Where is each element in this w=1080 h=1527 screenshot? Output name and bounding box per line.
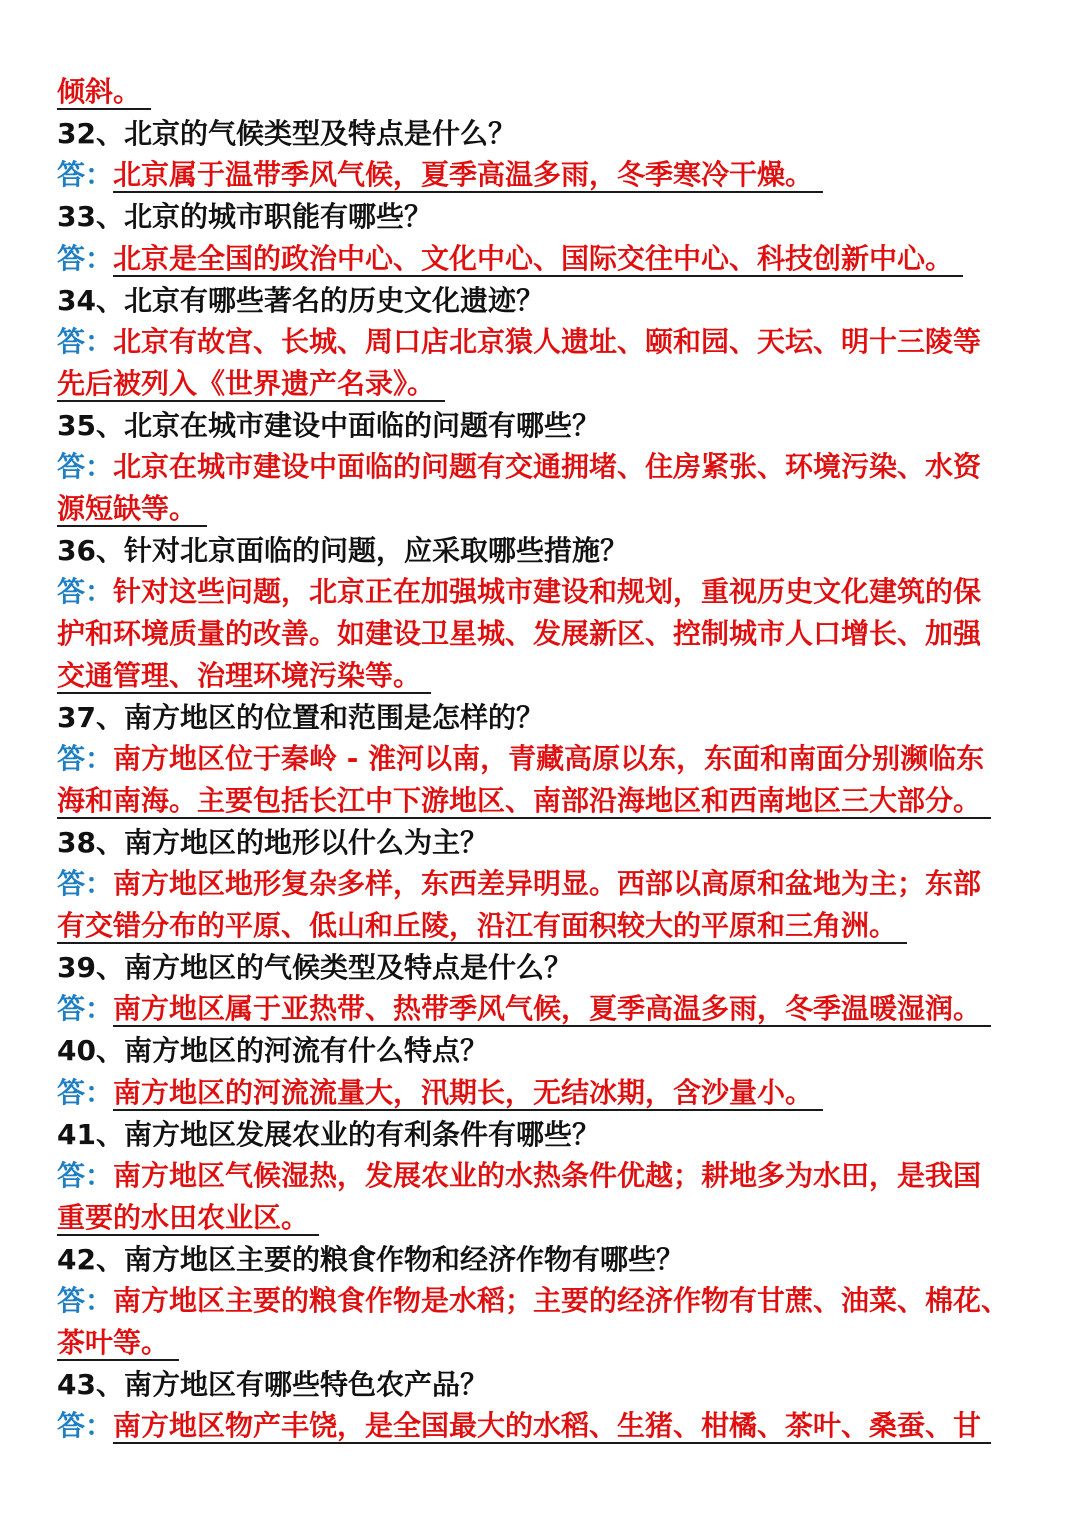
question-text: 41、南方地区发展农业的有利条件有哪些？ bbox=[57, 1118, 600, 1151]
answer-line bbox=[57, 1200, 319, 1236]
answer-line bbox=[57, 1075, 823, 1111]
answer-text: 茶叶等。 bbox=[57, 1326, 179, 1361]
question-line bbox=[57, 700, 544, 736]
answer-label: 答： bbox=[57, 575, 114, 608]
question-text: 36、针对北京面临的问题，应采取哪些措施？ bbox=[57, 534, 628, 567]
answer-text: 重要的水田农业区。 bbox=[57, 1201, 319, 1236]
question-text: 38、南方地区的地形以什么为主？ bbox=[57, 826, 488, 859]
answer-label: 答： bbox=[57, 242, 114, 275]
question-line bbox=[57, 1033, 488, 1069]
question-line bbox=[57, 1367, 488, 1403]
answer-line bbox=[57, 658, 431, 694]
answer-text: 交通管理、治理环境污染等。 bbox=[57, 659, 431, 694]
answer-line bbox=[57, 991, 991, 1027]
answer-text: 北京是全国的政治中心、文化中心、国际交往中心、科技创新中心。 bbox=[113, 242, 963, 277]
answer-line bbox=[57, 324, 1021, 360]
question-text: 32、北京的气候类型及特点是什么？ bbox=[57, 117, 516, 150]
question-text: 35、北京在城市建设中面临的问题有哪些？ bbox=[57, 409, 600, 442]
answer-text: 先后被列入《世界遗产名录》。 bbox=[57, 367, 445, 402]
question-text: 42、南方地区主要的粮食作物和经济作物有哪些？ bbox=[57, 1243, 684, 1276]
question-line bbox=[57, 408, 600, 444]
question-text: 33、北京的城市职能有哪些？ bbox=[57, 200, 432, 233]
question-text: 40、南方地区的河流有什么特点？ bbox=[57, 1034, 488, 1067]
answer-line bbox=[57, 783, 991, 819]
answer-text: 针对这些问题，北京正在加强城市建设和规划，重视历史文化建筑的保 bbox=[113, 574, 1021, 610]
answer-line bbox=[57, 908, 907, 944]
answer-line bbox=[57, 1158, 1021, 1194]
answer-label: 答： bbox=[57, 867, 114, 900]
answer-text: 北京在城市建设中面临的问题有交通拥堵、住房紧张、环境污染、水资 bbox=[113, 449, 1021, 485]
answer-text: 护和环境质量的改善。如建设卫星城、发展新区、控制城市人口增长、加强 bbox=[57, 616, 1023, 652]
answer-line bbox=[57, 491, 207, 527]
question-line bbox=[57, 199, 432, 235]
answer-line bbox=[57, 1283, 1021, 1319]
question-line bbox=[57, 116, 516, 152]
answer-line bbox=[57, 1325, 179, 1361]
answer-label: 答： bbox=[57, 158, 114, 191]
answer-text: 南方地区主要的粮食作物是水稻；主要的经济作物有甘蔗、油菜、棉花、 bbox=[113, 1283, 1021, 1319]
answer-line bbox=[57, 574, 1021, 610]
answer-label: 答： bbox=[57, 742, 114, 775]
answer-line bbox=[57, 866, 1021, 902]
question-line bbox=[57, 825, 488, 861]
answer-line bbox=[57, 449, 1021, 485]
question-line bbox=[57, 533, 628, 569]
answer-text: 南方地区的河流流量大，汛期长，无结冰期，含沙量小。 bbox=[113, 1076, 823, 1111]
answer-label: 答： bbox=[57, 992, 114, 1025]
question-line bbox=[57, 283, 544, 319]
question-text: 39、南方地区的气候类型及特点是什么？ bbox=[57, 951, 572, 984]
answer-text: 北京属于温带季风气候，夏季高温多雨，冬季寒冷干燥。 bbox=[113, 158, 823, 193]
answer-text: 有交错分布的平原、低山和丘陵，沿江有面积较大的平原和三角洲。 bbox=[57, 909, 907, 944]
answer-line bbox=[57, 157, 823, 193]
answer-line bbox=[57, 741, 1021, 777]
answer-line bbox=[57, 366, 445, 402]
answer-label: 答： bbox=[57, 450, 114, 483]
answer-label: 答： bbox=[57, 1409, 114, 1442]
question-line bbox=[57, 1117, 600, 1153]
answer-text: 南方地区气候湿热，发展农业的水热条件优越；耕地多为水田，是我国 bbox=[113, 1158, 1021, 1194]
answer-text: 源短缺等。 bbox=[57, 492, 207, 527]
answer-text: 南方地区物产丰饶，是全国最大的水稻、生猪、柑橘、茶叶、桑蚕、甘 bbox=[113, 1409, 991, 1444]
question-text: 43、南方地区有哪些特色农产品？ bbox=[57, 1368, 488, 1401]
answer-text: 倾斜。 bbox=[57, 75, 151, 110]
answer-line bbox=[57, 1408, 991, 1444]
question-line bbox=[57, 1242, 684, 1278]
answer-text: 南方地区位于秦岭 - 淮河以南，青藏高原以东，东面和南面分别濒临东 bbox=[113, 741, 1021, 777]
answer-line bbox=[57, 74, 151, 110]
answer-text: 海和南海。主要包括长江中下游地区、南部沿海地区和西南地区三大部分。 bbox=[57, 784, 991, 819]
question-line bbox=[57, 950, 572, 986]
answer-line bbox=[57, 616, 1023, 652]
answer-text: 南方地区地形复杂多样，东西差异明显。西部以高原和盆地为主；东部 bbox=[113, 866, 1021, 902]
answer-label: 答： bbox=[57, 1076, 114, 1109]
answer-label: 答： bbox=[57, 1159, 114, 1192]
answer-text: 南方地区属于亚热带、热带季风气候，夏季高温多雨，冬季温暖湿润。 bbox=[113, 992, 991, 1027]
answer-label: 答： bbox=[57, 325, 114, 358]
question-text: 37、南方地区的位置和范围是怎样的？ bbox=[57, 701, 544, 734]
question-text: 34、北京有哪些著名的历史文化遗迹？ bbox=[57, 284, 544, 317]
answer-text: 北京有故宫、长城、周口店北京猿人遗址、颐和园、天坛、明十三陵等 bbox=[113, 324, 1021, 360]
answer-label: 答： bbox=[57, 1284, 114, 1317]
answer-line bbox=[57, 241, 963, 277]
